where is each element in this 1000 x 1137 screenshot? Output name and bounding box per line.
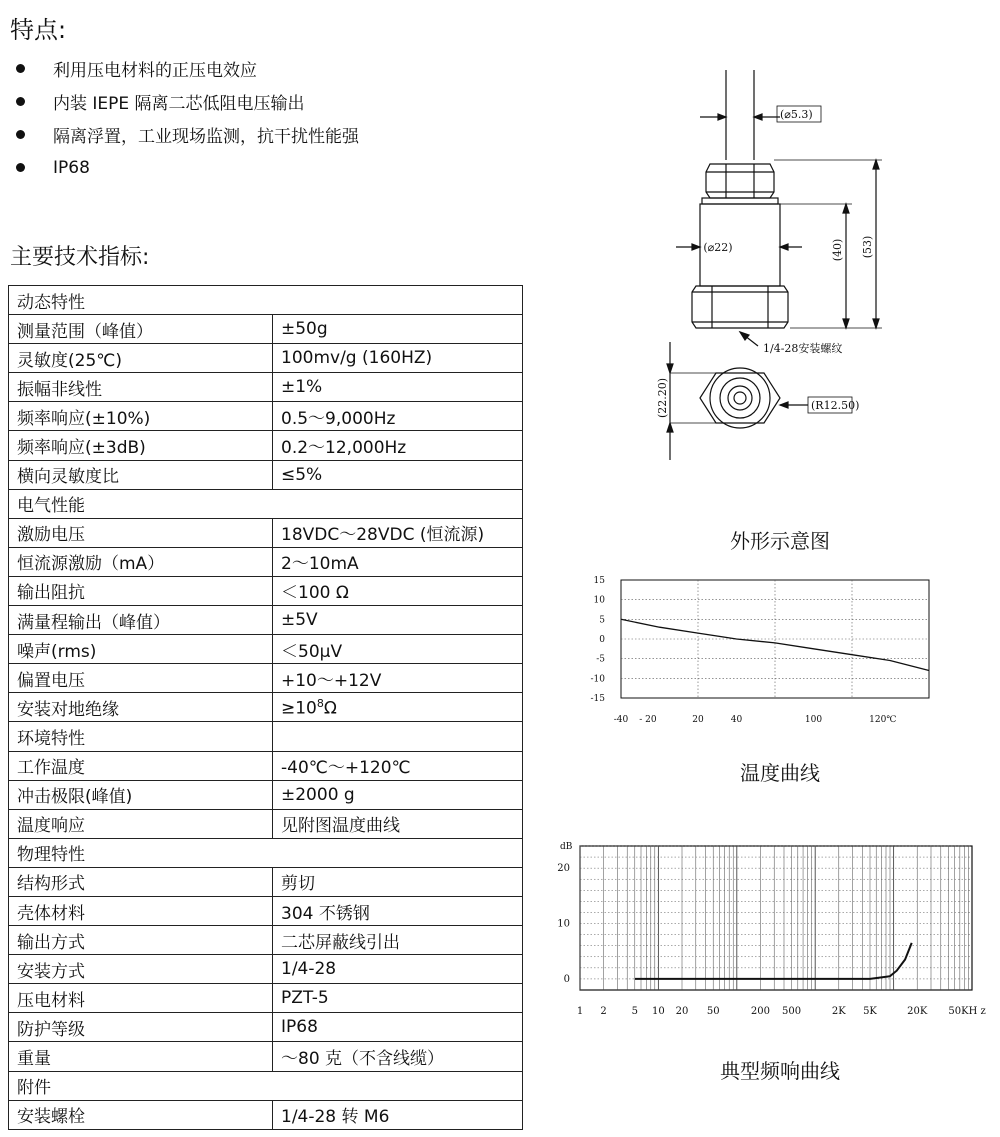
spec-section-row [9, 286, 523, 315]
spec-key: 频率响应(±3dB) [9, 431, 273, 460]
x-tick-label: 1 [576, 1006, 584, 1017]
spec-key: 壳体材料 [9, 896, 273, 925]
spec-row [9, 809, 523, 838]
x-tick-label: 20K [907, 1006, 928, 1017]
spec-value-text: 见附图温度曲线 [281, 816, 400, 837]
spec-value-text: ≤5% [281, 464, 323, 485]
spec-key: 温度响应 [9, 809, 273, 838]
spec-key: 满量程输出（峰值） [9, 606, 273, 635]
spec-section-row [9, 838, 523, 867]
specs-title: 主要技术指标: [10, 245, 150, 270]
spec-row [9, 635, 523, 664]
spec-section-row [9, 489, 523, 518]
spec-value [273, 1013, 523, 1042]
spec-value-text: ～80 克（不含线缆） [281, 1048, 445, 1069]
spec-value [273, 984, 523, 1013]
dim-53-label: (53) [861, 235, 874, 259]
spec-value-text: +10～+12V [281, 670, 382, 691]
spec-value [273, 635, 523, 664]
spec-row [9, 1100, 523, 1129]
x-tick-label: 40 [730, 715, 743, 725]
spec-key: 防护等级 [9, 1013, 273, 1042]
spec-key: 频率响应(±10%) [9, 402, 273, 431]
spec-row [9, 518, 523, 547]
x-tick-label: 2K [831, 1006, 846, 1017]
spec-section-label: 动态特性 [9, 286, 523, 315]
spec-row [9, 693, 523, 722]
spec-section-label: 电气性能 [9, 489, 523, 518]
spec-value [273, 344, 523, 373]
outline-caption: 外形示意图 [730, 529, 830, 553]
spec-row [9, 926, 523, 955]
spec-value [273, 402, 523, 431]
x-tick-label: 5K [863, 1006, 877, 1017]
spec-key: 环境特性 [9, 722, 273, 751]
spec-section-label: 附件 [9, 1071, 523, 1100]
bullet-icon [16, 130, 25, 139]
x-tick-label: -40 [613, 715, 629, 725]
outline-drawing [640, 60, 900, 470]
spec-value-text: ±5V [281, 610, 318, 631]
spec-row [9, 664, 523, 693]
spec-value [273, 867, 523, 896]
spec-value [273, 606, 523, 635]
spec-row [9, 402, 523, 431]
spec-key: 输出阻抗 [9, 576, 273, 605]
temperature-chart-caption: 温度曲线 [740, 761, 820, 785]
spec-value-text: 二芯屏蔽线引出 [281, 932, 400, 953]
dim-cable-label: (⌀5.3) [780, 108, 813, 121]
spec-row [9, 896, 523, 925]
spec-value-text: 0.5～9,000Hz [281, 408, 396, 429]
spec-value-text: 2～10mA [281, 554, 359, 575]
x-tick-label: 20 [692, 715, 704, 725]
y-tick-label: 0 [599, 635, 605, 645]
feature-item: IP68 [14, 151, 359, 184]
spec-key: 横向灵敏度比 [9, 460, 273, 489]
spec-key: 振幅非线性 [9, 373, 273, 402]
y-tick-label: 15 [593, 576, 605, 586]
x-tick-label: 50KH z [948, 1006, 986, 1017]
y-tick-label: 10 [593, 595, 605, 606]
spec-key: 工作温度 [9, 751, 273, 780]
spec-row [9, 984, 523, 1013]
spec-value-text: 1/4-28 [281, 959, 337, 980]
spec-value [273, 1100, 523, 1129]
spec-value [273, 315, 523, 344]
x-tick-label: 200 [750, 1006, 770, 1017]
spec-value-text: ±2000 g [281, 784, 355, 805]
x-tick-label: 50 [706, 1006, 720, 1017]
spec-section-label: 物理特性 [9, 838, 523, 867]
spec-value [273, 1042, 523, 1071]
spec-key: 压电材料 [9, 984, 273, 1013]
spec-value-text: 1/4-28 转 M6 [281, 1107, 390, 1128]
spec-value-text: 100mv/g (160HZ) [281, 348, 433, 369]
spec-value-text: IP68 [281, 1017, 318, 1038]
spec-value [273, 431, 523, 460]
spec-section-row [9, 1071, 523, 1100]
spec-key: 安装对地绝缘 [9, 693, 273, 722]
spec-value-unit: Ω [323, 698, 337, 719]
spec-row [9, 1013, 523, 1042]
features-list [14, 52, 359, 184]
features-title: 特点: [10, 16, 67, 44]
spec-row [9, 373, 523, 402]
spec-value [273, 780, 523, 809]
y-tick-label: 20 [557, 863, 570, 875]
bullet-icon [16, 97, 25, 106]
spec-value-text: 18VDC～28VDC (恒流源) [281, 525, 485, 546]
spec-row [9, 460, 523, 489]
spec-row [9, 547, 523, 576]
spec-value [273, 693, 523, 722]
spec-key: 安装方式 [9, 955, 273, 984]
frequency-chart-caption: 典型频响曲线 [720, 1059, 840, 1083]
spec-value [273, 809, 523, 838]
y-tick-label: 10 [557, 918, 570, 930]
dim-40-label: (40) [831, 238, 844, 262]
spec-value [273, 896, 523, 925]
spec-value-text: ＜50μV [281, 641, 343, 662]
spec-key: 冲击极限(峰值) [9, 780, 273, 809]
x-tick-label: 100 [804, 715, 823, 725]
plot-frame [580, 846, 972, 990]
spec-key: 重量 [9, 1042, 273, 1071]
spec-key: 恒流源激励（mA） [9, 547, 273, 576]
y-axis-label: dB [560, 842, 573, 852]
spec-key: 结构形式 [9, 867, 273, 896]
spec-key: 激励电压 [9, 518, 273, 547]
spec-value-text: 0.2～12,000Hz [281, 438, 407, 459]
x-tick-label: 2 [600, 1006, 607, 1017]
spec-row [9, 315, 523, 344]
spec-value-text: ＜100 Ω [281, 583, 349, 604]
spec-value [273, 751, 523, 780]
spec-row [9, 1042, 523, 1071]
spec-value [273, 460, 523, 489]
spec-table [8, 285, 523, 1130]
frequency-response-chart [550, 836, 1000, 1026]
spec-row [9, 722, 523, 751]
spec-value-text: 304 不锈钢 [281, 903, 370, 924]
spec-value [273, 518, 523, 547]
spec-row [9, 606, 523, 635]
spec-value [273, 373, 523, 402]
spec-key: 输出方式 [9, 926, 273, 955]
spec-value-text: ≥10 [281, 698, 317, 719]
spec-value-text: -40℃～+120℃ [281, 758, 411, 779]
spec-key: 偏置电压 [9, 664, 273, 693]
spec-value-text: PZT-5 [281, 988, 329, 1009]
spec-row [9, 344, 523, 373]
feature-item: 隔离浮置，工业现场监测，抗干扰性能强 [14, 118, 359, 151]
x-tick-label: - 20 [639, 715, 657, 725]
y-tick-label: 5 [599, 615, 605, 626]
feature-item: 内装 IEPE 隔离二芯低阻电压输出 [14, 85, 359, 118]
spec-row [9, 955, 523, 984]
spec-value [273, 926, 523, 955]
thread-note: 1/4-28安装螺纹 [763, 342, 843, 355]
x-tick-label: 5 [631, 1006, 638, 1017]
dim-r1250-label: (R12.50) [811, 399, 860, 412]
spec-value [273, 664, 523, 693]
spec-row [9, 867, 523, 896]
y-tick-label: -5 [596, 654, 605, 665]
y-tick-label: -15 [590, 694, 605, 704]
spec-value-text: ±1% [281, 377, 323, 398]
spec-row [9, 780, 523, 809]
spec-row [9, 576, 523, 605]
bullet-icon [16, 163, 25, 172]
spec-key: 灵敏度(25℃) [9, 344, 273, 373]
spec-value-text: ±50g [281, 319, 328, 340]
spec-value-superscript: 8 [316, 696, 324, 710]
spec-value-text: 剪切 [281, 874, 315, 895]
x-tick-label: 500 [782, 1006, 802, 1017]
x-tick-label: 20 [675, 1006, 689, 1017]
spec-key: 测量范围（峰值） [9, 315, 273, 344]
bullet-icon [16, 64, 25, 73]
spec-value [273, 955, 523, 984]
y-tick-label: -10 [590, 674, 605, 685]
spec-value [273, 722, 523, 751]
dim-2220-label: (22.20) [656, 377, 669, 419]
spec-value [273, 547, 523, 576]
spec-row [9, 751, 523, 780]
spec-row [9, 431, 523, 460]
spec-key: 安装螺栓 [9, 1100, 273, 1129]
feature-item: 利用压电材料的正压电效应 [14, 52, 359, 85]
dim-body-label: (⌀22) [703, 241, 733, 254]
spec-key: 噪声(rms) [9, 635, 273, 664]
x-tick-label: 120℃ [869, 715, 897, 725]
temperature-chart [585, 572, 955, 732]
y-tick-label: 0 [563, 973, 570, 985]
spec-value [273, 576, 523, 605]
x-tick-label: 10 [652, 1006, 665, 1017]
